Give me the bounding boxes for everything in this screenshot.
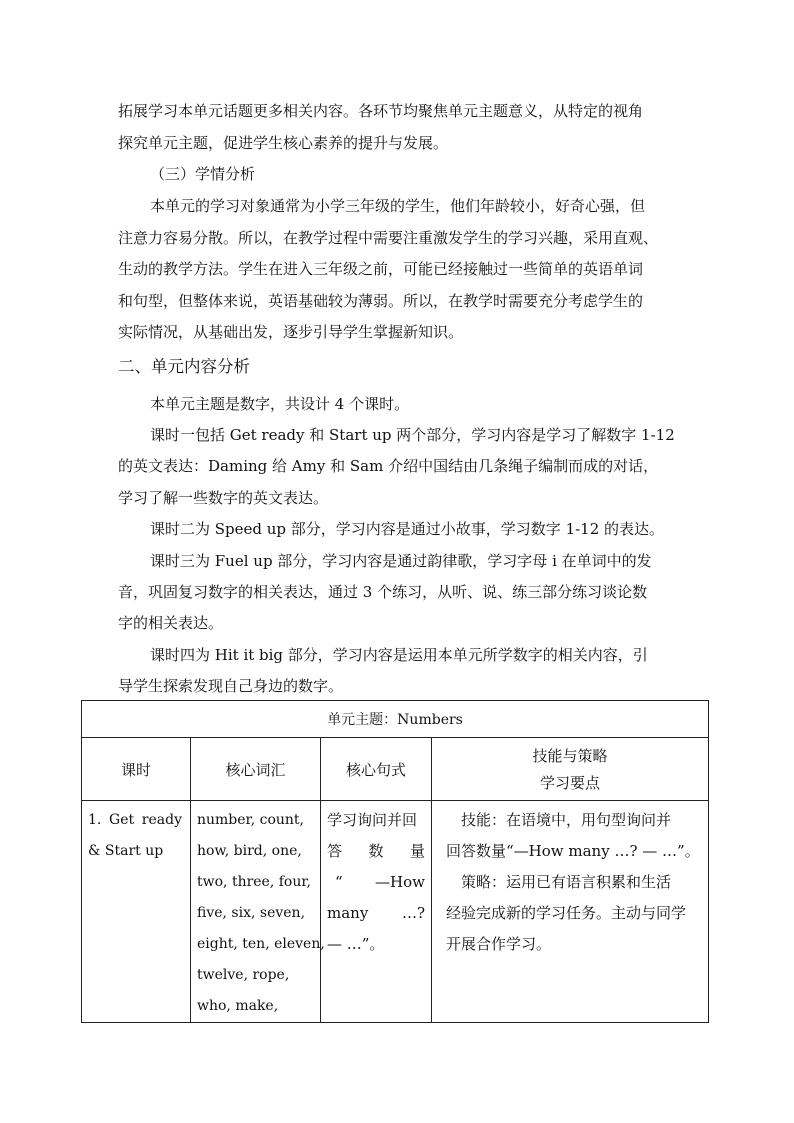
header-skills bbox=[432, 738, 709, 801]
skills-cell bbox=[432, 801, 709, 1023]
paragraph-line: 拓展学习本单元话题更多相关内容。各环节均聚焦单元主题意义，从特定的视角 bbox=[118, 102, 644, 120]
paragraph-line: 生动的教学方法。学生在进入三年级之前，可能已经接触过一些简单的英语单词 bbox=[118, 260, 644, 278]
paragraph-line: 和句型，但整体来说，英语基础较为薄弱。所以，在教学时需要充分考虑学生的 bbox=[118, 292, 644, 310]
pattern-char: 量 bbox=[409, 842, 425, 860]
pattern-word: many bbox=[327, 904, 369, 922]
table-title: 单元主题：Numbers bbox=[82, 701, 709, 738]
pattern-word: …? bbox=[401, 904, 425, 922]
paragraph-line: 课时四为 Hit it big 部分，学习内容是运用本单元所学数字的相关内容，引 bbox=[150, 646, 648, 664]
paragraph-line: 课时二为 Speed up 部分，学习内容是通过小故事，学习数字 1-12 的表达。 bbox=[150, 520, 665, 538]
vocabulary-cell bbox=[191, 801, 325, 1023]
paragraph-line: 探究单元主题，促进学生核心素养的提升与发展。 bbox=[118, 134, 449, 152]
paragraph-line: 的英文表达：Daming 给 Amy 和 Sam 介绍中国结由几条绳子编制而成的对话， bbox=[118, 457, 659, 475]
header-skills-line2: 学习要点 bbox=[540, 774, 601, 792]
lesson-line: & Start up bbox=[88, 843, 164, 859]
pattern-char: 数 bbox=[368, 842, 384, 860]
vocab-line: number, count, bbox=[197, 812, 304, 828]
pattern-char: 答 bbox=[327, 842, 343, 860]
table-row bbox=[82, 801, 709, 1023]
pattern-word: —How bbox=[375, 873, 425, 891]
vocab-line: two, three, four, bbox=[197, 874, 311, 890]
paragraph-line: 课时一包括 Get ready 和 Start up 两个部分，学习内容是学习了解数字 1-12 bbox=[150, 426, 675, 444]
paragraph-line: 字的相关表达。 bbox=[118, 614, 224, 632]
vocab-line: who, make, bbox=[197, 998, 279, 1014]
paragraph-line: 本单元主题是数字，共设计 4 个课时。 bbox=[150, 395, 410, 413]
paragraph-line: 导学生探索发现自己身边的数字。 bbox=[118, 677, 344, 695]
vocab-line: how, bird, one, bbox=[197, 843, 302, 859]
unit-table bbox=[81, 700, 709, 1023]
lesson-word: ready bbox=[141, 812, 182, 828]
lesson-word: Get bbox=[109, 812, 135, 828]
paragraph-line: 学习了解一些数字的英文表达。 bbox=[118, 489, 329, 507]
skills-line: 开展合作学习。 bbox=[446, 935, 552, 953]
section-subheading: （三）学情分析 bbox=[150, 165, 256, 183]
pattern-line: 学习询问并回 bbox=[327, 811, 418, 829]
lesson-number: 1. bbox=[88, 812, 102, 828]
vocab-line: eight, ten, eleven, bbox=[197, 936, 325, 952]
skills-line: 回答数量“—How many …? — …”。 bbox=[446, 842, 700, 860]
skills-line: 技能：在语境中，用句型询问并 bbox=[446, 811, 672, 829]
paragraph-line: 课时三为 Fuel up 部分，学习内容是通过韵律歌，学习字母 i 在单词中的发 bbox=[150, 552, 652, 570]
skills-line: 策略：运用已有语言积累和生活 bbox=[446, 873, 672, 891]
paragraph-line: 音，巩固复习数字的相关表达，通过 3 个练习，从听、说、练三部分练习谈论数 bbox=[118, 583, 648, 601]
skills-line: 经验完成新的学习任务。主动与同学 bbox=[446, 904, 687, 922]
vocab-line: five, six, seven, bbox=[197, 905, 306, 921]
paragraph-line: 实际情况，从基础出发，逐步引导学生掌握新知识。 bbox=[118, 323, 464, 341]
section-heading: 二、单元内容分析 bbox=[118, 357, 250, 376]
pattern-quote: “ bbox=[335, 873, 343, 891]
sentence-pattern-cell bbox=[321, 801, 432, 1023]
header-skills-line1: 技能与策略 bbox=[532, 747, 608, 765]
paragraph-line: 注意力容易分散。所以，在教学过程中需要注重激发学生的学习兴趣，采用直观、 bbox=[118, 229, 659, 247]
lesson-cell bbox=[82, 801, 191, 1023]
header-vocabulary: 核心词汇 bbox=[191, 738, 321, 801]
vocab-line: twelve, rope, bbox=[197, 967, 290, 983]
header-sentence-patterns: 核心句式 bbox=[321, 738, 432, 801]
header-lesson: 课时 bbox=[82, 738, 191, 801]
pattern-line: — …”。 bbox=[327, 935, 385, 953]
paragraph-line: 本单元的学习对象通常为小学三年级的学生，他们年龄较小，好奇心强，但 bbox=[150, 197, 646, 215]
